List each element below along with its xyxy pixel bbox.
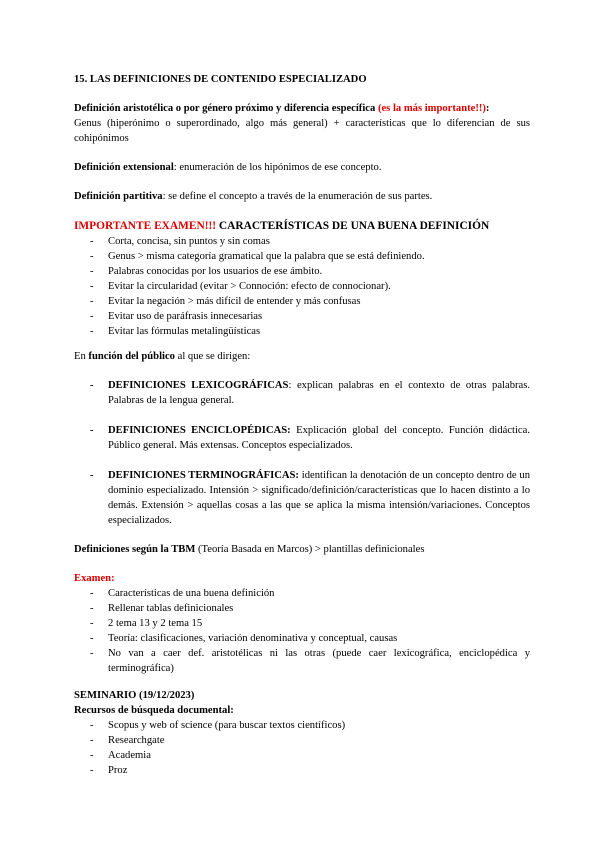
caracteristicas-heading: CARACTERÍSTICAS DE UNA BUENA DEFINICIÓN [216,220,490,232]
partitiva-label: Definición partitiva [74,191,163,202]
publico-post: al que se dirigen: [174,351,251,362]
aristotelica-section [74,101,530,146]
list-item: - Características de una buena definición [74,586,530,601]
publico-line [74,349,530,364]
list-item: - Genus > misma categoría gramatical que la palabra que se está definiendo. [74,249,530,264]
list-item: - Evitar la circularidad (evitar > Connoción: efecto de connocionar). [74,279,530,294]
tbm-label: Definiciones según la TBM [74,544,196,555]
caracteristicas-section [74,218,530,339]
tipos-section [74,378,530,528]
list-item: - Researchgate [74,733,530,748]
list-item: - Evitar la negación > más difícil de entender y más confusas [74,294,530,309]
aristotelica-label: Definición aristotélica o por género próximo y diferencia específica [74,103,376,114]
tipo-text: Explicación global del concepto. Función didáctica. Público general. Más extensas. Conceptos especializados. [108,425,530,451]
examen-alert: IMPORTANTE EXAMEN!!! [74,220,217,232]
tipos-list [74,378,530,528]
list-item: - Palabras conocidas por los usuarios de ese ámbito. [74,264,530,279]
list-item: - Evitar uso de paráfrasis innecesarias [74,309,530,324]
extensional-section [74,160,530,175]
seminario-title: SEMINARIO (19/12/2023) [74,690,195,701]
aristotelica-colon: : [485,103,490,114]
tbm-line [74,542,530,557]
seminario-section [74,688,530,778]
caracteristicas-list [74,234,530,339]
list-item: - Scopus y web of science (para buscar textos científicos) [74,718,530,733]
aristotelica-text: Genus (hiperónimo o superordinado, algo más general) + características que lo diferencian de sus cohipónimos [74,118,530,144]
extensional-text: : enumeración de los hipónimos de ese concepto. [173,162,382,173]
publico-bold: función del público [88,351,175,362]
tipo-label: DEFINICIONES LEXICOGRÁFICAS [108,380,289,391]
examen-list [74,586,530,676]
list-item: - Evitar las fórmulas metalingüísticas [74,324,530,339]
list-item: - 2 tema 13 y 2 tema 15 [74,616,530,631]
examen-section [74,571,530,676]
tipo-terminografica [74,468,530,528]
list-item: - Corta, concisa, sin puntos y sin comas [74,234,530,249]
list-item: - Proz [74,763,530,778]
tbm-text: (Teoría Basada en Marcos) > plantillas definicionales [195,544,425,555]
seminario-subtitle: Recursos de búsqueda documental: [74,705,234,716]
publico-pre: En [74,351,89,362]
tipo-lexicografica [74,378,530,408]
examen-label: Examen: [74,573,115,584]
list-item: - No van a caer def. aristotélicas ni las otras (puede caer lexicográfica, enciclopédica y terminográfica) [74,646,530,676]
partitiva-section [74,189,530,204]
tipo-text: : explican palabras en el contexto de otras palabras. Palabras de la lengua general. [108,380,530,406]
tipo-label: DEFINICIONES ENCICLOPÉDICAS: [108,425,291,436]
list-item: - Academia [74,748,530,763]
extensional-label: Definición extensional [74,162,174,173]
seminario-list [74,718,530,778]
aristotelica-note: (es la más importante!!) [377,103,486,114]
list-item: - Teoría: clasificaciones, variación denominativa y conceptual, causas [74,631,530,646]
tipo-text: identifican la denotación de un concepto dentro de un dominio especializado. Intensión > significado/definición/características que lo hacen distinto a lo demás. Extensión > aquellas cosas a las que se aplica la misma intensión/variaciones. Conceptos especializados. [108,470,531,526]
tipo-label: DEFINICIONES TERMINOGRÁFICAS: [108,470,299,481]
partitiva-text: : se define el concepto a través de la enumeración de sus partes. [162,191,433,202]
list-item: - Rellenar tablas definicionales [74,601,530,616]
page-title: 15. LAS DEFINICIONES DE CONTENIDO ESPECIALIZADO [74,74,367,85]
tipo-enciclopedica [74,423,530,453]
